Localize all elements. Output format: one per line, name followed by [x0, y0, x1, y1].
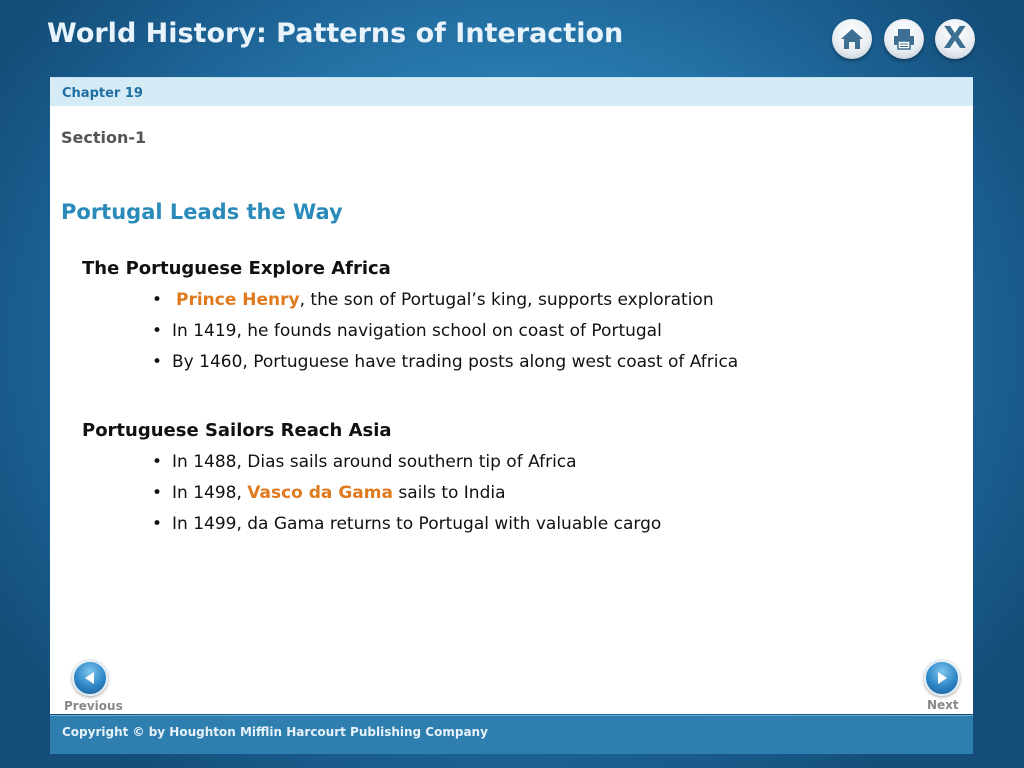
footer-bar: [50, 715, 973, 754]
subheading-reach-asia: Portuguese Sailors Reach Asia: [82, 420, 392, 441]
bullet-icon: •: [152, 352, 163, 372]
home-icon: [839, 27, 865, 51]
bullet-text: By 1460, Portuguese have trading posts along west coast of Africa: [172, 352, 739, 372]
section-label: Section-1: [61, 128, 147, 147]
page-heading: Portugal Leads the Way: [61, 200, 343, 224]
bullet-text: In 1419, he founds navigation school on coast of Portugal: [172, 321, 662, 341]
list-item: [152, 321, 662, 341]
bullet-text: , the son of Portugal’s king, supports exploration: [299, 290, 714, 310]
next-label[interactable]: Next: [927, 698, 959, 712]
list-item: [152, 352, 738, 372]
bullet-text: In 1488, Dias sails around southern tip of Africa: [172, 452, 577, 472]
bullet-icon: •: [152, 321, 163, 341]
bullet-text: In 1499, da Gama returns to Portugal with valuable cargo: [172, 514, 662, 534]
chapter-label: Chapter 19: [62, 86, 143, 101]
chapter-bar: [50, 77, 973, 106]
copyright-text: Copyright © by Houghton Mifflin Harcourt Publishing Company: [62, 725, 488, 739]
arrow-right-icon: [934, 670, 950, 686]
list-item: [152, 483, 506, 503]
bullet-icon: •: [152, 452, 163, 472]
highlight-term: Prince Henry: [176, 290, 300, 310]
content-panel: [50, 77, 973, 714]
app-title: World History: Patterns of Interaction: [47, 18, 624, 49]
bullet-prefix: In 1498,: [172, 483, 248, 503]
list-item: [152, 290, 714, 310]
previous-button[interactable]: [72, 660, 108, 696]
close-icon: X: [943, 21, 967, 56]
bullet-icon: •: [152, 290, 163, 310]
subheading-explore-africa: The Portuguese Explore Africa: [82, 258, 391, 279]
close-button[interactable]: [935, 19, 975, 59]
print-icon: [891, 27, 917, 51]
previous-label[interactable]: Previous: [64, 699, 123, 713]
bullet-text: sails to India: [392, 483, 506, 503]
print-button[interactable]: [884, 19, 924, 59]
next-button[interactable]: [924, 660, 960, 696]
list-item: [152, 514, 661, 534]
arrow-left-icon: [82, 670, 98, 686]
list-item: [152, 452, 577, 472]
bullet-icon: •: [152, 483, 163, 503]
bullet-icon: •: [152, 514, 163, 534]
home-button[interactable]: [832, 19, 872, 59]
highlight-term: Vasco da Gama: [247, 483, 393, 503]
